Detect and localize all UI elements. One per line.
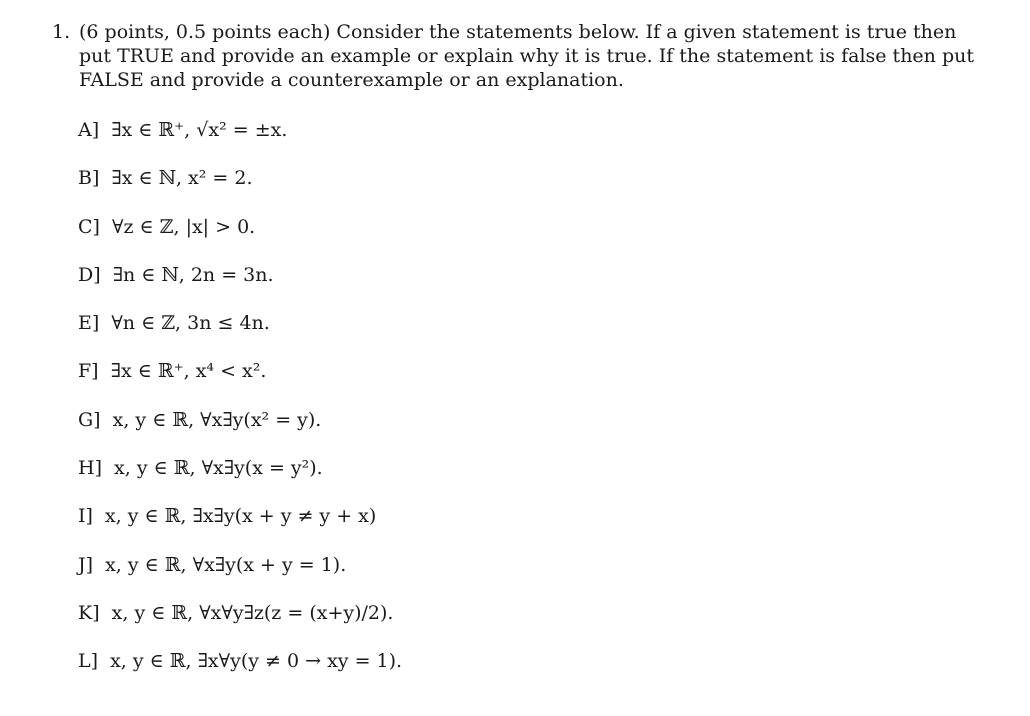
statement-formula: x, y ∈ ℝ, ∀x∃y(x = y²). <box>114 457 323 480</box>
statement-label: B] <box>78 167 100 190</box>
statement-formula: ∀n ∈ ℤ, 3n ≤ 4n. <box>111 312 270 335</box>
problem-header <box>52 20 982 92</box>
statement-formula: x, y ∈ ℝ, ∀x∃y(x + y = 1). <box>105 553 347 576</box>
statement-formula: x, y ∈ ℝ, ∀x∃y(x² = y). <box>112 408 322 431</box>
statement-h <box>78 452 978 500</box>
statement-formula: ∃x ∈ ℕ, x² = 2. <box>111 167 253 190</box>
statement-i <box>78 500 978 548</box>
statement-label: K] <box>78 601 100 624</box>
statement-k <box>78 597 978 645</box>
statement-label: D] <box>78 263 101 286</box>
statement-e <box>78 307 978 355</box>
statement-list <box>78 114 978 694</box>
statement-label: I] <box>78 505 93 528</box>
statement-label: A] <box>78 119 100 141</box>
statement-l <box>78 645 978 693</box>
statement-c <box>78 211 978 259</box>
problem-1 <box>52 20 982 92</box>
statement-formula: ∃n ∈ ℕ, 2n = 3n. <box>112 263 274 286</box>
statement-g <box>78 404 978 452</box>
statement-formula: ∃x ∈ ℝ⁺, x⁴ < x². <box>110 360 267 383</box>
statement-formula: x, y ∈ ℝ, ∃x∃y(x + y ≠ y + x) <box>104 505 377 528</box>
statement-label: F] <box>78 360 99 383</box>
statement-label: C] <box>78 215 100 238</box>
problem-instructions: (6 points, 0.5 points each) Consider the statements below. If a given statement is true then put TRUE and provide an example or explain why it is true. If the statement is false then put FALSE and provide a counterexample or an explanation. <box>79 21 974 91</box>
problem-number: 1. <box>52 21 71 43</box>
statement-formula: x, y ∈ ℝ, ∀x∀y∃z(z = (x+y)/2). <box>111 601 394 624</box>
statement-label: L] <box>78 650 99 673</box>
statement-a <box>78 114 978 162</box>
statement-label: G] <box>78 408 101 431</box>
statement-formula: ∀z ∈ ℤ, |x| > 0. <box>112 215 256 238</box>
statement-formula: x, y ∈ ℝ, ∃x∀y(y ≠ 0 → xy = 1). <box>110 650 403 673</box>
statement-j <box>78 549 978 597</box>
statement-label: E] <box>78 312 100 335</box>
statement-formula: ∃x ∈ ℝ⁺, √x² = ±x. <box>111 119 288 141</box>
statement-label: J] <box>78 553 94 576</box>
statement-b <box>78 162 978 210</box>
statement-label: H] <box>78 457 102 480</box>
statement-d <box>78 259 978 307</box>
statement-f <box>78 355 978 403</box>
